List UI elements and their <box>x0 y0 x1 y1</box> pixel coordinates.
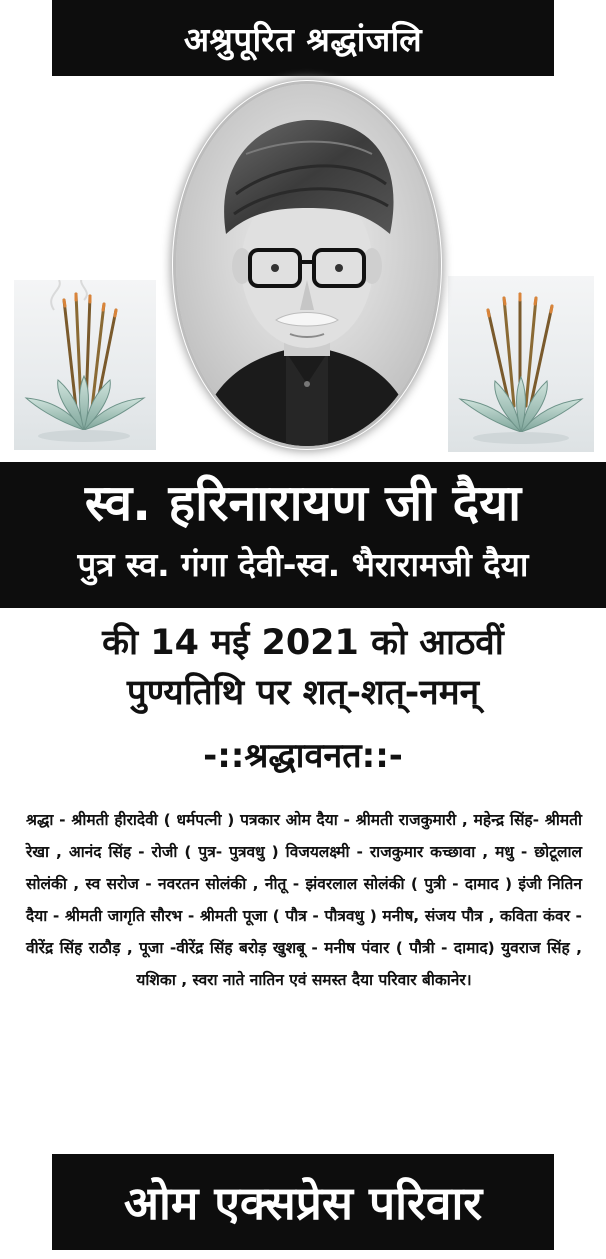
footer-title: ओम एक्सप्रेस परिवार <box>123 1176 483 1230</box>
deceased-name: स्व. हरिनारायण जी दैया <box>84 474 522 532</box>
header-banner <box>52 0 554 76</box>
devotees-heading: -::श्रद्धावनत::- <box>203 736 403 776</box>
deceased-parents: पुत्र स्व. गंगा देवी-स्व. भैरारामजी दैया <box>77 545 529 584</box>
incense-lotus-icon <box>448 276 594 452</box>
memorial-portrait-icon <box>176 84 438 446</box>
mourners-list: श्रद्धा - श्रीमती हीरादेवी ( धर्मपत्नी ) पत्रकार ओम दैया - श्रीमती राजकुमारी , महेन्द्र सिंह- श्रीमती रेखा , आनंद सिंह - रोजी ( पुत्र- पुत्रवधु ) विजयलक्ष्मी - राजकुमार कच्छावा , मधु - छोटूलाल सोलंकी , स्व सरोज - नवरतन सोलंकी , नीतू - झंवरलाल सोलंकी ( पुत्री - दामाद ) इंजी नितिन दैया - श्रीमती जागृति सौरभ - श्रीमती पूजा ( पौत्र - पौत्रवधु ) मनीष, संजय पौत्र , कविता कंवर - वीरेंद्र सिंह राठौड़ , पूजा -वीरेंद्र सिंह बरोड़ खुशबू - मनीष पंवार ( पौत्री - दामाद) युवराज सिंह , यशिका , स्वरा नाते नातिन एवं समस्त दैया परिवार बीकानेर। <box>26 811 582 989</box>
header-title: अश्रुपूरित श्रद्धांजलि <box>183 19 423 59</box>
occasion-line-1: की 14 मई 2021 को आठवीं <box>102 623 504 663</box>
incense-lotus-icon <box>14 280 156 450</box>
occasion-text <box>0 618 606 718</box>
occasion-line-2: पुण्यतिथि पर शत्-शत्-नमन् <box>126 673 480 713</box>
deceased-name-banner <box>0 462 606 608</box>
footer-banner <box>52 1154 554 1250</box>
